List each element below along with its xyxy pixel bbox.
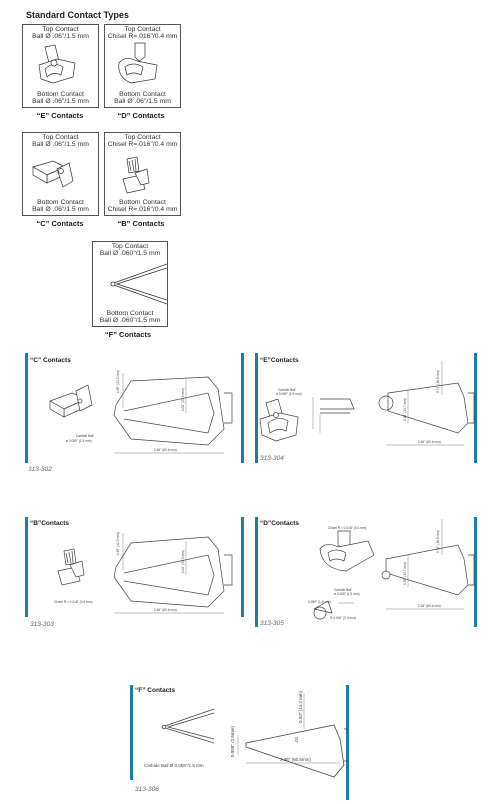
panel-title-c: “C” Contacts [30,357,71,364]
c-contacts-drawing [28,353,243,463]
part-number: 313-306 [135,786,159,793]
dim-vertical: 1.02" (25.9 mm) [181,550,185,573]
dim-width: 2.36" (60.6 mm) [154,448,177,452]
dim-width: 2.36" (60.6mm) [280,757,311,762]
bottom-contact-spec: Ball Ø .060"/1.5 mm [99,317,161,324]
top-contact-label: Top Contact [124,26,161,33]
note: Carbide Ball Ø 0.059"/1.5 mm [144,763,204,768]
b-contacts-drawing [28,515,243,620]
top-contact-spec: Ball Ø .06"/1.5 mm [32,33,89,40]
top-contact-label: Top Contact [42,134,79,141]
bottom-contact-spec: Ball Ø .06"/1.5 mm [32,98,89,105]
dim-height: 1.65" (42.5 mm) [116,532,120,555]
part-number: 313-303 [30,621,54,628]
contact-box-e [22,24,99,108]
note: Chisel R = 0.016" (0.4 mm) [54,600,93,604]
note: ø 0.059" (1.5 mm) [276,392,302,396]
top-contact-label: Top Contact [124,134,161,141]
top-contact-spec: Chisel R=.016"/0.4 mm [107,33,178,40]
accent-bar [130,685,133,780]
dim-vertical: 0.098" (2.5mm) [230,726,235,757]
contact-box-c [22,132,99,216]
dim-vertical: 0.58" (14.7 mm) [403,562,407,585]
contact-box-b [104,132,181,216]
note: Carbide Ball [278,388,296,392]
d-contacts-drawing [258,515,476,625]
part-number: 313-304 [260,455,284,462]
note: ø 0.059" (1.5 mm) [334,592,360,596]
panel-title-f: “F” Contacts [135,687,176,694]
dim-height: 0.74" (18.8 mm) [436,370,440,393]
bottom-contact-spec: Ball Ø .06"/1.5 mm [114,98,171,105]
dim-height: 0.74" (18.8 mm) [436,530,440,553]
bottom-contact-label: Bottom Contact [37,199,84,206]
note: Carbide Ball [76,434,94,438]
bottom-contact-label: Bottom Contact [37,91,84,98]
dim-width: 2.36" (60.6 mm) [418,604,441,608]
part-number: 313-305 [260,620,284,627]
dim-height: 1.65" (42.5 mm) [116,370,120,393]
dim-ball-diameter: 0.059" (1.5 mm) [308,600,331,604]
note: Carbide Ball [334,588,352,592]
contact-box-d [104,24,181,108]
caption-f-contacts: “F” Contacts [104,330,152,339]
top-contact-label: Top Contact [111,243,149,250]
page-title: Standard Contact Types [26,10,129,20]
dim-width: 2.36" (60.6 mm) [154,608,177,612]
panel-title-b: “B”Contacts [30,520,70,527]
bottom-contact-label: Bottom Contact [119,91,166,98]
dim-vertical: 1.02" (25.9 mm) [181,388,185,411]
dim-height: 0.50" (14.3 mm) [298,690,303,723]
part-number: 313-302 [28,466,52,473]
dim-gap: .01 [294,736,299,743]
caption-d-contacts: “D” Contacts [117,111,165,120]
caption-e-contacts: “E” Contacts [36,111,84,120]
bottom-contact-spec: Chisel R=.016"/0.4 mm [107,206,178,213]
bottom-contact-label: Bottom Contact [119,199,166,206]
caption-c-contacts: “C” Contacts [36,219,84,228]
top-contact-spec: Ball Ø .060"/1.5 mm [99,250,161,257]
dim-chisel-radius: R 0.016" (0.4 mm) [330,616,356,620]
dim-vertical: 0.58" (14.7 mm) [403,398,407,421]
bottom-contact-spec: Ball Ø .06"/1.5 mm [32,206,89,213]
dim-width: 2.36" (60.6 mm) [418,440,441,444]
panel-title-d: “D”Contacts [260,520,300,527]
top-contact-spec: Chisel R=.016"/0.4 mm [107,141,178,148]
contact-box-f [92,241,168,327]
panel-title-e: “E”Contacts [260,357,299,364]
bottom-contact-label: Bottom Contact [106,310,154,317]
top-contact-label: Top Contact [42,26,79,33]
f-contacts-drawing [134,685,349,795]
caption-b-contacts: “B” Contacts [117,219,165,228]
e-contacts-drawing [258,353,476,463]
note: Chisel R = 0.016" (0.4 mm) [328,526,367,530]
note: ø 0.059" (1.5 mm) [66,439,92,443]
top-contact-spec: Ball Ø .06"/1.5 mm [32,141,89,148]
